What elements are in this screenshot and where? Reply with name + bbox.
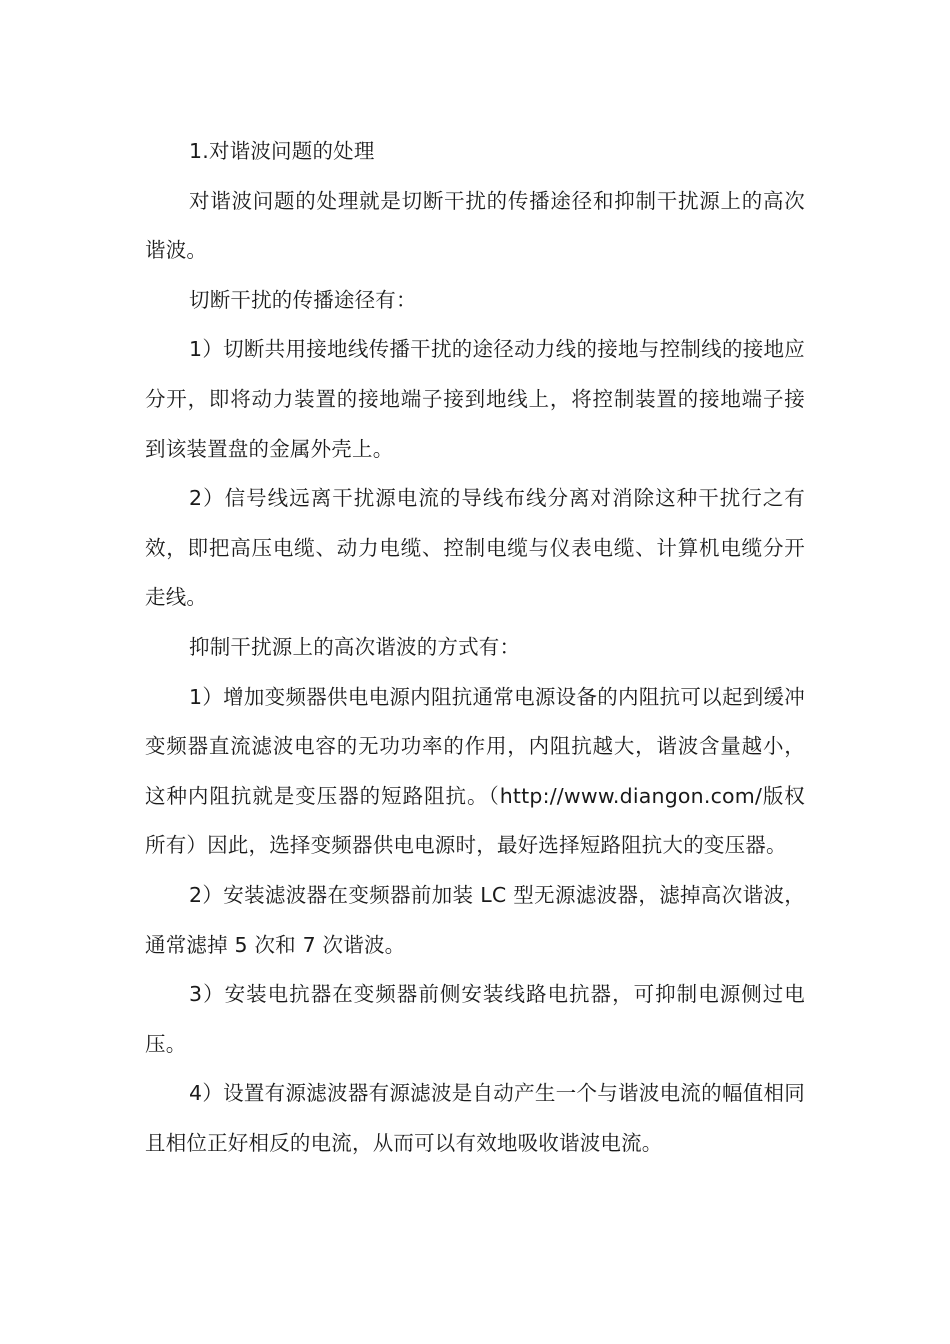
paragraph-cut-path-title: 切断干扰的传播途径有： (189, 287, 417, 312)
paragraph-suppress-3: 3）安装电抗器在变频器前侧安装线路电抗器，可抑制电源侧过电压。 (145, 982, 805, 1056)
paragraph-suppress-2: 2）安装滤波器在变频器前加装 LC 型无源滤波器，滤掉高次谐波，通常滤掉 5 次和 7 次谐波。 (145, 882, 805, 957)
paragraph-suppress-4: 4）设置有源滤波器有源滤波是自动产生一个与谐波电流的幅值相同且相位正好相反的电流，从而可以有效地吸收谐波电流。 (145, 1081, 805, 1155)
paragraph-cut-path-2: 2）信号线远离干扰源电流的导线布线分离对消除这种干扰行之有效，即把高压电缆、动力电缆、控制电缆与仪表电缆、计算机电缆分开走线。 (145, 486, 805, 610)
paragraph-intro: 对谐波问题的处理就是切断干扰的传播途径和抑制干扰源上的高次谐波。 (145, 188, 805, 263)
paragraph-suppress-title: 抑制干扰源上的高次谐波的方式有： (189, 634, 521, 659)
section-heading: 1.对谐波问题的处理 (189, 139, 375, 163)
paragraph-cut-path-1: 1）切断共用接地线传播干扰的途径动力线的接地与控制线的接地应分开，即将动力装置的接地端子接到地线上，将控制装置的接地端子接到该装置盘的金属外壳上。 (145, 337, 805, 461)
document-body (145, 127, 805, 1168)
paragraph-suppress-1: 1）增加变频器供电电源内阻抗通常电源设备的内阻抗可以起到缓冲变频器直流滤波电容的无功功率的作用，内阻抗越大，谐波含量越小，这种内阻抗就是变压器的短路阻抗。（http://www.diangon.com/版权所有）因此，选择变频器供电电源时，最好选择短路阻抗大的变压器。 (145, 684, 805, 858)
